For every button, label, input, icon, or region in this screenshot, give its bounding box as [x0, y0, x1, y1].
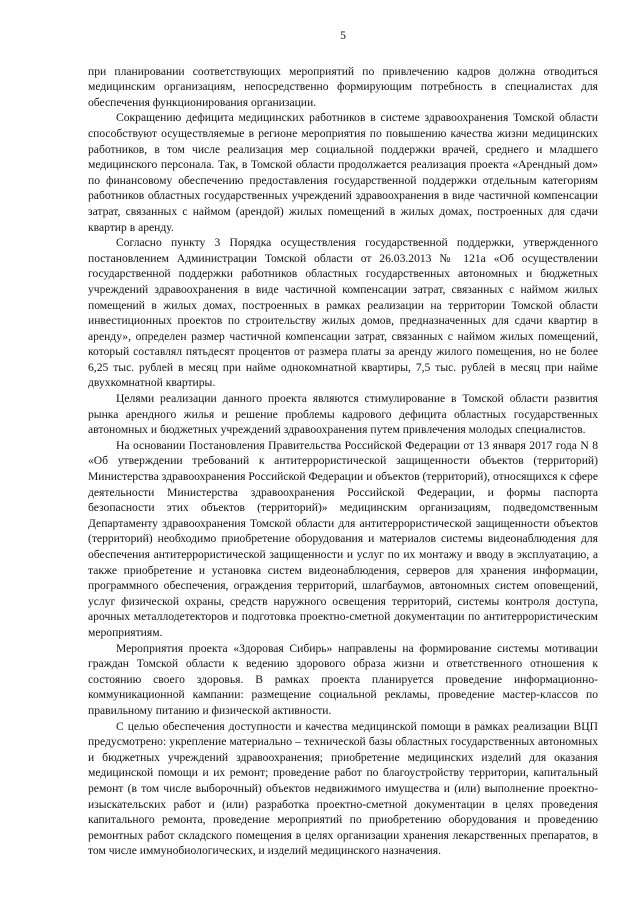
paragraph-3: Согласно пункту 3 Порядка осуществления государственной поддержки, утвержденного постановлением Администрации Томской области от 26.03.2013 № 121а «Об осуществлении государственной поддержки работников областных государственных автономных и бюджетных учреждений здравоохранения в виде частичной компенсации затрат, связанных с наймом жилых помещений в жилых домах, построенных в рамках реализации на территории Томской области инвестиционных проектов по строительству жилых домов, предназначенных для сдачи квартир в аренду», определен размер частичной компенсации затрат, связанных с наймом жилых помещений, который составлял пятьдесят процентов от размера платы за аренду жилого помещения, но не более 6,25 тыс. рублей в месяц при найме однокомнатной квартиры, 7,5 тыс. рублей в месяц при найме двухкомнатной квартиры.: [88, 236, 598, 390]
paragraph-1: при планировании соответствующих мероприятий по привлечению кадров должна отводиться медицинским организациям, непосредственно формирующим потребность в специалистах для обеспечения функционирования организации.: [88, 64, 598, 109]
paragraph-5: На основании Постановления Правительства Российской Федерации от 13 января 2017 года N 8 «Об утверждении требований к антитеррористической защищенности объектов (территорий) Министерства здравоохранения Российской Федерации и объектов (территорий), относящихся к сфере деятельности Министерства здравоохранения Российской Федерации, и формы паспорта безопасности этих объектов (территорий)» медицинским организациям, подведомственным Департаменту здравоохранения Томской области для антитеррористической защищенности объектов (территорий) необходимо приобретение оборудования и материалов системы видеонаблюдения для обеспечения антитеррористической защищенности и услуг по их монтажу и вводу в эксплуатацию, а также приобретение и установка систем видеонаблюдения, серверов для хранения информации, программного обеспечения, ограждения территорий, шлагбаумов, автономных систем оповещений, услуг физической охраны, средств наружного освещения территорий, системы контроля доступа, арочных металлодетекторов и подготовка проектно-сметной документации по антитеррористическим мероприятиям.: [88, 438, 598, 639]
paragraph-7: С целью обеспечения доступности и качества медицинской помощи в рамках реализации ВЦП предусмотрено: укрепление материально – технической базы областных государственных автономных и бюджетных учреждений здравоохранения; приобретение медицинских изделий для оказания медицинской помощи и их ремонт; проведение работ по благоустройству территории, капитальный ремонт (в том числе выборочный) объектов недвижимого имущества и (или) выполнение проектно-изыскательских работ и (или) разработка проектно-сметной документации в целях проведения капитального ремонта, проведение мероприятий по приобретению оборудования и проведению ремонтных работ складского помещения в целях организации хранения лекарственных препаратов, в том числе иммунобиологических, и изделий медицинского назначения.: [88, 719, 598, 858]
paragraph-4: Целями реализации данного проекта являются стимулирование в Томской области развития рынка арендного жилья и решение проблемы кадрового дефицита областных государственных автономных и бюджетных учреждений здравоохранения путем привлечения молодых специалистов.: [88, 392, 598, 437]
page-number: 5: [340, 29, 346, 42]
document-body: [88, 64, 598, 859]
paragraph-6: Мероприятия проекта «Здоровая Сибирь» направлены на формирование системы мотивации граждан Томской области к ведению здорового образа жизни и ответственного отношения к состоянию своего здоровья. В рамках проекта планируется проведение информационно-коммуникационной кампании: размещение социальной рекламы, проведение мастер-классов по правильному питанию и физической активности.: [88, 641, 598, 717]
paragraph-2: Сокращению дефицита медицинских работников в системе здравоохранения Томской области способствуют осуществляемые в регионе мероприятия по повышению качества жизни медицинских работников, в том числе реализация мер социальной поддержки врачей, среднего и младшего медицинского персонала. Так, в Томской области продолжается реализация проекта «Арендный дом» по финансовому обеспечению предоставления государственной поддержки отдельным категориям работников областных государственных учреждений здравоохранения в виде частичной компенсации затрат, связанных с наймом (арендой) жилых помещений в жилых домах, построенных для сдачи квартир в аренду.: [88, 111, 598, 234]
